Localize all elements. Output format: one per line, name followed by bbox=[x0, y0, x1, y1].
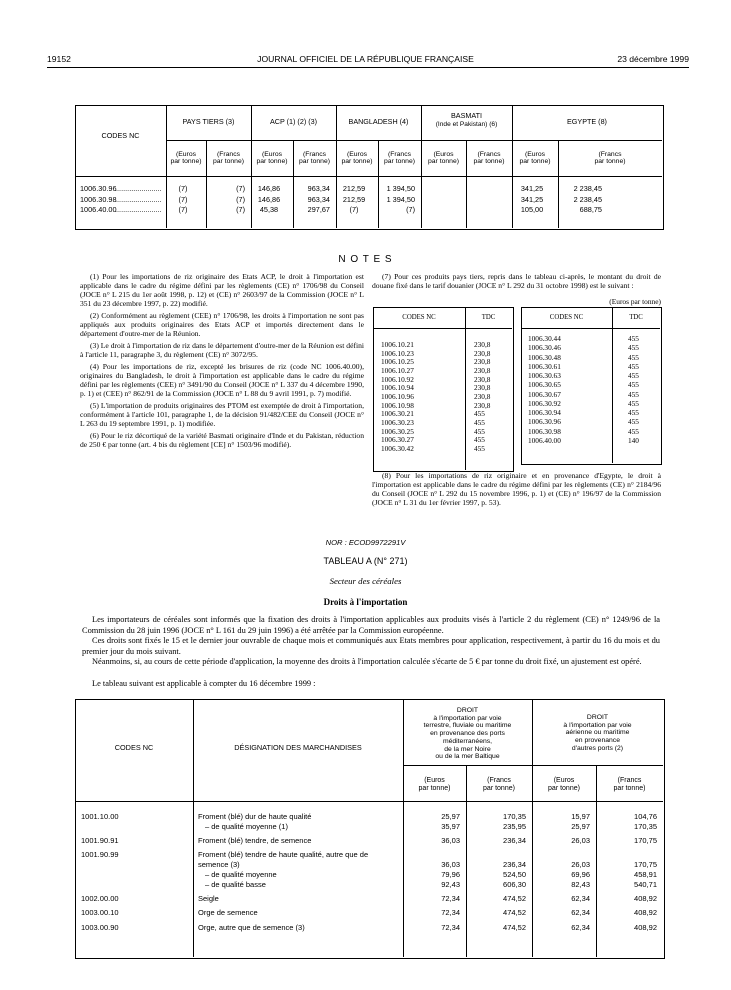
note-7-unit: (Euros par tonne) bbox=[609, 297, 661, 306]
t1-unit-label: (Francs par tonne) bbox=[384, 151, 415, 166]
group-basmati-sub: (Inde et Pakistan) (6) bbox=[435, 121, 498, 128]
t2-row-designation: Orge de semence bbox=[198, 908, 258, 918]
tdc-left-code: 1006.10.98 bbox=[381, 400, 414, 410]
tdc-right-value: 455 bbox=[628, 343, 639, 353]
t2-row-value: 36,03 bbox=[441, 836, 460, 846]
para-4: Le tableau suivant est applicable à compter du 16 décembre 1999 : bbox=[92, 679, 316, 688]
tdc-left-code: 1006.10.96 bbox=[381, 391, 414, 401]
tdc-left-code: 1006.10.21 bbox=[381, 340, 414, 349]
t2-row-value: 235,95 bbox=[503, 821, 526, 831]
t1-row-code: 1006.30.98 bbox=[80, 194, 117, 204]
t1-unit-label: (Francs par tonne) bbox=[299, 151, 330, 166]
tdc-right-value: 455 bbox=[628, 380, 639, 390]
t2-row-value: 25,97 bbox=[441, 812, 460, 821]
t2-row-value: 26,03 bbox=[571, 836, 590, 846]
tdc-left-value: 455 bbox=[474, 443, 485, 453]
t1-row-value: (7) bbox=[178, 184, 188, 193]
tdc-left-code: 1006.30.23 bbox=[381, 417, 414, 427]
note-7 bbox=[372, 272, 661, 293]
t1-row-value: (7) bbox=[349, 205, 359, 214]
t2-row-designation: Froment (blé) tendre de haute qualité, autre que de bbox=[198, 850, 369, 860]
note-5: (5) L'importation de produits originaires des PTOM est exemptée de droit à l'importation, conformément à l'article 101, paragraphe 1, de la décision 91/482/CEE du Conseil (JOCE n° L 263 du 19 septembre 1991, p. 1) modifiée. bbox=[80, 401, 364, 428]
t2-droit2-header: DROIT à l'importation par voie aérienne ou maritime en provenance d'autres ports (2) bbox=[563, 714, 632, 752]
tdc-right-codes-header: CODES NC bbox=[549, 314, 584, 321]
tdc-left-codes-header: CODES NC bbox=[402, 314, 436, 321]
t2-row-value: 104,76 bbox=[634, 812, 657, 821]
note-8-text: (8) Pour les importations de riz originaire et en provenance d'Egypte, le droit à l'importation est applicable dans le cadre du régime défini par les règlements (CE) n° 2184/96 du Conseil (JOCE n° L 292 du 15 novembre 1996, p. 1) et (CE) n° 196/97 de la Commission (JOCE n° L 31 du 1er février 1997, p. 53). bbox=[372, 471, 661, 507]
notes-title: N O T E S bbox=[338, 254, 393, 265]
t2-row-value: 26,03 bbox=[571, 860, 590, 870]
tdc-left-code: 1006.10.25 bbox=[381, 357, 414, 367]
t2-row-code: 1001.90.99 bbox=[81, 850, 119, 860]
t2-row-value: 79,96 bbox=[441, 870, 460, 879]
codes-nc-header: CODES NC bbox=[101, 131, 140, 140]
tdc-right-value: 455 bbox=[628, 408, 639, 417]
t1-row-value: (7) bbox=[236, 194, 245, 204]
t1-unit-label: (Francs par tonne) bbox=[213, 151, 244, 166]
t2-row-code: 1001.10.00 bbox=[81, 812, 119, 821]
para-2: Ces droits sont fixés le 15 et le dernier jour ouvrable de chaque mois et communiqués aux Etats membres pour application, respectivement, à partir du 16 du mois et du premier jour du mois suivant. bbox=[82, 636, 660, 656]
note-6: (6) Pour le riz décortiqué de la variété Basmati originaire d'Inde et du Pakistan, réduction de 250 € par tonne (art. 4 bis du règlement [CE] n° 1503/96 modifié). bbox=[80, 431, 364, 449]
t1-row-dots: ....................... bbox=[115, 194, 162, 204]
t1-row-value: 2 238,45 bbox=[573, 184, 602, 193]
tdc-left-code: 1006.10.92 bbox=[381, 374, 414, 384]
t2-row-value: 170,75 bbox=[634, 836, 657, 846]
t2-row-value: 15,97 bbox=[571, 812, 590, 821]
t2-row-value: 72,34 bbox=[441, 908, 460, 918]
t2-row-value: 92,43 bbox=[441, 879, 460, 889]
nor-reference: NOR : ECOD9972291V bbox=[325, 538, 406, 547]
t2-row-designation: Froment (blé) tendre, de semence bbox=[198, 836, 312, 846]
t2-row-value: 72,34 bbox=[441, 894, 460, 904]
tdc-right-value: 455 bbox=[628, 417, 639, 427]
t2-droit1-header: DROIT à l'importation par voie terrestre, fluviale ou maritime en provenance des ports méditerranéens, de la mer Noire ou de la mer Baltique bbox=[423, 707, 512, 761]
t1-unit-label: (Euros par tonne) bbox=[341, 151, 373, 166]
tableau-title: TABLEAU A (N° 271) bbox=[323, 556, 408, 566]
tdc-right-value: 455 bbox=[628, 371, 639, 380]
header-rule bbox=[47, 67, 689, 68]
tdc-right-value: 455 bbox=[628, 389, 639, 399]
t1-row-value: 212,59 bbox=[342, 194, 366, 204]
t2-codes-header: CODES NC bbox=[114, 743, 154, 752]
t2-row-designation: semence (3) bbox=[198, 860, 240, 870]
t2-unit-francs-2: (Francs par tonne) bbox=[613, 777, 646, 792]
t1-row-value: 963,34 bbox=[307, 194, 330, 204]
t2-row-value: 474,52 bbox=[503, 894, 526, 904]
t1-row-code: 1006.30.96 bbox=[80, 184, 117, 193]
t2-row-value: 474,52 bbox=[503, 908, 526, 918]
t2-unit-francs-1: (Francs par tonne) bbox=[483, 777, 515, 792]
t2-row-value: 408,92 bbox=[634, 908, 657, 918]
group-acp: ACP (1) (2) (3) bbox=[270, 117, 317, 126]
t2-row-designation: – de qualité moyenne (1) bbox=[205, 821, 288, 831]
t2-row-value: 236,34 bbox=[503, 836, 526, 846]
tdc-left-value: 455 bbox=[474, 426, 485, 436]
t2-row-code: 1003.00.90 bbox=[81, 922, 119, 932]
t2-row-value: 540,71 bbox=[634, 879, 657, 889]
tdc-right-value: 455 bbox=[628, 398, 639, 408]
tdc-right-code: 1006.30.63 bbox=[528, 371, 561, 380]
tdc-left-value: 455 bbox=[474, 435, 485, 445]
tdc-left-code: 1006.10.27 bbox=[381, 365, 414, 375]
t1-row-value: 105,00 bbox=[520, 205, 544, 214]
t2-row-value: 170,35 bbox=[503, 812, 526, 821]
note-4: (4) Pour les importations de riz, excepté les brisures de riz (code NC 1006.40.00), originaires du Bangladesh, le droit à l'importation est applicable dans le cadre du régime défini par les règlements (CEE) n° 3491/90 du Conseil (JOCE n° L 337 du 4 décembre 1990, p. 1) et (CEE) n° 862/91 de la Commission (JOCE n° L 88 du 9 avril 1991, p. 7) modifié. bbox=[80, 362, 364, 398]
tdc-right-code: 1006.30.44 bbox=[528, 334, 561, 343]
tdc-left-value: 230,8 bbox=[474, 348, 491, 358]
tdc-left-value: 230,8 bbox=[474, 400, 491, 410]
t1-row-value: 146,86 bbox=[257, 184, 281, 193]
t2-row-value: 408,92 bbox=[634, 894, 657, 904]
t2-row-designation: – de qualité moyenne bbox=[205, 870, 277, 879]
tdc-left-tdc-header: TDC bbox=[481, 314, 496, 321]
note-2: (2) Conformément au règlement (CEE) n° 1706/98, les droits à l'importation ne sont pas appliqués aux produits originaires des Etats ACP et importés directement dans le département d'outre-mer de la Réunion. bbox=[80, 311, 364, 338]
tdc-left-value: 455 bbox=[474, 409, 485, 419]
note-1: (1) Pour les importations de riz originaire des Etats ACP, le droit à l'importation est applicable dans le cadre du régime défini par les règlements (CE) n° 1706/98 du Conseil (JOCE n° L 215 du 1er août 1998, p. 12) et (CE) n° 2603/97 de la Commission (JOCE n° L 351 du 23 décembre 1997, p. 22) modifié. bbox=[80, 272, 364, 308]
t2-row-designation: Orge, autre que de semence (3) bbox=[198, 922, 305, 932]
tdc-right-code: 1006.30.48 bbox=[528, 352, 561, 362]
tdc-left-value: 230,8 bbox=[474, 383, 491, 393]
t1-row-dots: ....................... bbox=[115, 184, 162, 193]
droits-title: Droits à l'importation bbox=[323, 597, 408, 607]
t2-row-value: 408,92 bbox=[634, 922, 657, 932]
tdc-left-value: 455 bbox=[474, 417, 485, 427]
tdc-right-value: 140 bbox=[628, 435, 639, 445]
group-basmati: BASMATI bbox=[450, 111, 483, 120]
tdc-right-code: 1006.30.61 bbox=[528, 361, 561, 371]
t1-row-value: 212,59 bbox=[342, 184, 366, 193]
t2-unit-euros-1: (Euros par tonne) bbox=[418, 777, 451, 792]
t1-row-value: (7) bbox=[178, 194, 188, 204]
para-3: Néanmoins, si, au cours de cette période d'application, la moyenne des droits à l'importation calculée s'écarte de 5 € par tonne du droit fixé, un ajustement est opéré. bbox=[92, 657, 642, 666]
note-8 bbox=[372, 471, 661, 510]
t2-row-designation: Seigle bbox=[198, 894, 219, 904]
t1-row-value: 297,67 bbox=[307, 205, 330, 214]
tdc-left-value: 230,8 bbox=[474, 374, 491, 384]
t2-row-value: 474,52 bbox=[503, 922, 526, 932]
tdc-right-code: 1006.30.98 bbox=[528, 426, 561, 436]
t2-row-designation: Froment (blé) dur de haute qualité bbox=[198, 812, 312, 821]
t2-row-value: 35,97 bbox=[441, 821, 460, 831]
t1-unit-label: (Euros par tonne) bbox=[428, 151, 459, 166]
tdc-right-code: 1006.30.96 bbox=[528, 417, 561, 427]
t1-unit-label: (Euros par tonne) bbox=[170, 151, 202, 166]
tdc-right-value: 455 bbox=[628, 426, 639, 436]
tdc-left-code: 1006.30.25 bbox=[381, 426, 414, 436]
t1-unit-label: (Francs par tonne) bbox=[473, 151, 505, 166]
t1-unit-label: (Francs par tonne) bbox=[594, 151, 626, 166]
t2-row-value: 82,43 bbox=[571, 879, 590, 889]
tdc-left-value: 230,8 bbox=[474, 340, 491, 349]
t2-row-value: 236,34 bbox=[503, 860, 526, 870]
para-1: Les importateurs de céréales sont informés que la fixation des droits à l'importation applicables aux produits visés à l'article 2 du règlement (CE) n° 1249/96 de la Commission du 28 juin 1996 (JOCE n° L 161 du 29 juin 1996) a été arrêtée par la Commission européenne. bbox=[82, 615, 660, 635]
tdc-right-value: 455 bbox=[628, 352, 639, 362]
tdc-left-code: 1006.10.23 bbox=[381, 348, 414, 358]
t2-row-value: 170,35 bbox=[634, 821, 657, 831]
t1-unit-label: (Euros par tonne) bbox=[519, 151, 551, 166]
tdc-left-value: 230,8 bbox=[474, 391, 491, 401]
tdc-right-code: 1006.30.92 bbox=[528, 398, 561, 408]
t1-row-value: (7) bbox=[178, 205, 188, 214]
secteur-title: Secteur des céréales bbox=[329, 576, 402, 586]
t2-row-value: 69,96 bbox=[571, 870, 590, 879]
tdc-left-code: 1006.10.94 bbox=[381, 383, 414, 393]
t2-row-value: 62,34 bbox=[571, 894, 590, 904]
notes-left-column bbox=[80, 272, 364, 452]
t1-row-value: 688,75 bbox=[579, 205, 602, 214]
t2-row-value: 606,30 bbox=[503, 879, 526, 889]
t1-row-value: (7) bbox=[236, 184, 245, 193]
tdc-left-code: 1006.30.27 bbox=[381, 435, 414, 445]
t2-row-code: 1003.00.10 bbox=[81, 908, 119, 918]
journal-title: JOURNAL OFFICIEL DE LA RÉPUBLIQUE FRANÇAISE bbox=[257, 54, 474, 64]
tdc-left-value: 230,8 bbox=[474, 357, 491, 367]
note-7-text: (7) Pour ces produits pays tiers, repris dans le tableau ci-après, le montant du droit de douane fixé dans le tarif douanier (JOCE n° L 292 du 31 octobre 1998) est le suivant : bbox=[372, 272, 661, 290]
t1-row-value: (7) bbox=[406, 205, 415, 214]
group-egypte: EGYPTE (8) bbox=[567, 117, 607, 126]
t1-row-value: 146,86 bbox=[257, 194, 281, 204]
t1-row-dots: ....................... bbox=[115, 205, 162, 214]
t1-row-value: 341,25 bbox=[520, 194, 544, 204]
t1-row-value: 1 394,50 bbox=[386, 184, 415, 193]
page-number: 19152 bbox=[47, 54, 71, 64]
t1-row-code: 1006.40.00 bbox=[80, 205, 117, 214]
tdc-right-code: 1006.40.00 bbox=[528, 435, 561, 445]
tdc-right-code: 1006.30.94 bbox=[528, 408, 561, 417]
t2-row-value: 170,75 bbox=[634, 860, 657, 870]
t2-row-value: 25,97 bbox=[571, 821, 590, 831]
t2-row-designation: – de qualité basse bbox=[205, 879, 266, 889]
issue-date: 23 décembre 1999 bbox=[617, 54, 689, 64]
t2-row-code: 1002.00.00 bbox=[81, 894, 119, 904]
tdc-right-code: 1006.30.65 bbox=[528, 380, 561, 390]
tdc-left-code: 1006.30.42 bbox=[381, 443, 414, 453]
t2-row-value: 524,50 bbox=[503, 870, 526, 879]
tdc-right-code: 1006.30.46 bbox=[528, 343, 561, 353]
t2-unit-euros-2: (Euros par tonne) bbox=[548, 777, 580, 792]
tdc-right-value: 455 bbox=[628, 334, 639, 343]
t2-row-value: 62,34 bbox=[571, 908, 590, 918]
t2-row-value: 72,34 bbox=[441, 922, 460, 932]
t1-row-value: 1 394,50 bbox=[386, 194, 415, 204]
t1-row-value: 45,38 bbox=[259, 205, 279, 214]
t1-unit-label: (Euros par tonne) bbox=[256, 151, 288, 166]
group-bangladesh: BANGLADESH (4) bbox=[348, 117, 409, 126]
tdc-right-value: 455 bbox=[628, 361, 639, 371]
t1-row-value: 2 238,45 bbox=[573, 194, 602, 204]
t2-designation-header: DÉSIGNATION DES MARCHANDISES bbox=[234, 743, 362, 752]
tdc-right-tdc-header: TDC bbox=[629, 314, 643, 321]
group-pays-tiers: PAYS TIERS (3) bbox=[182, 117, 235, 126]
tdc-right-code: 1006.30.67 bbox=[528, 389, 561, 399]
t2-row-value: 36,03 bbox=[441, 860, 460, 870]
t1-row-value: 963,34 bbox=[307, 184, 330, 193]
note-3: (3) Le droit à l'importation de riz dans le département d'outre-mer de la Réunion est défini à l'article 11, paragraphe 3, du règlement (CE) n° 3072/95. bbox=[80, 341, 364, 359]
tdc-left-value: 230,8 bbox=[474, 365, 491, 375]
t2-row-value: 458,91 bbox=[634, 870, 657, 879]
t1-row-value: (7) bbox=[236, 205, 245, 214]
t2-row-value: 62,34 bbox=[571, 922, 590, 932]
t2-row-code: 1001.90.91 bbox=[81, 836, 119, 846]
t1-row-value: 341,25 bbox=[520, 184, 544, 193]
tdc-left-code: 1006.30.21 bbox=[381, 409, 414, 419]
